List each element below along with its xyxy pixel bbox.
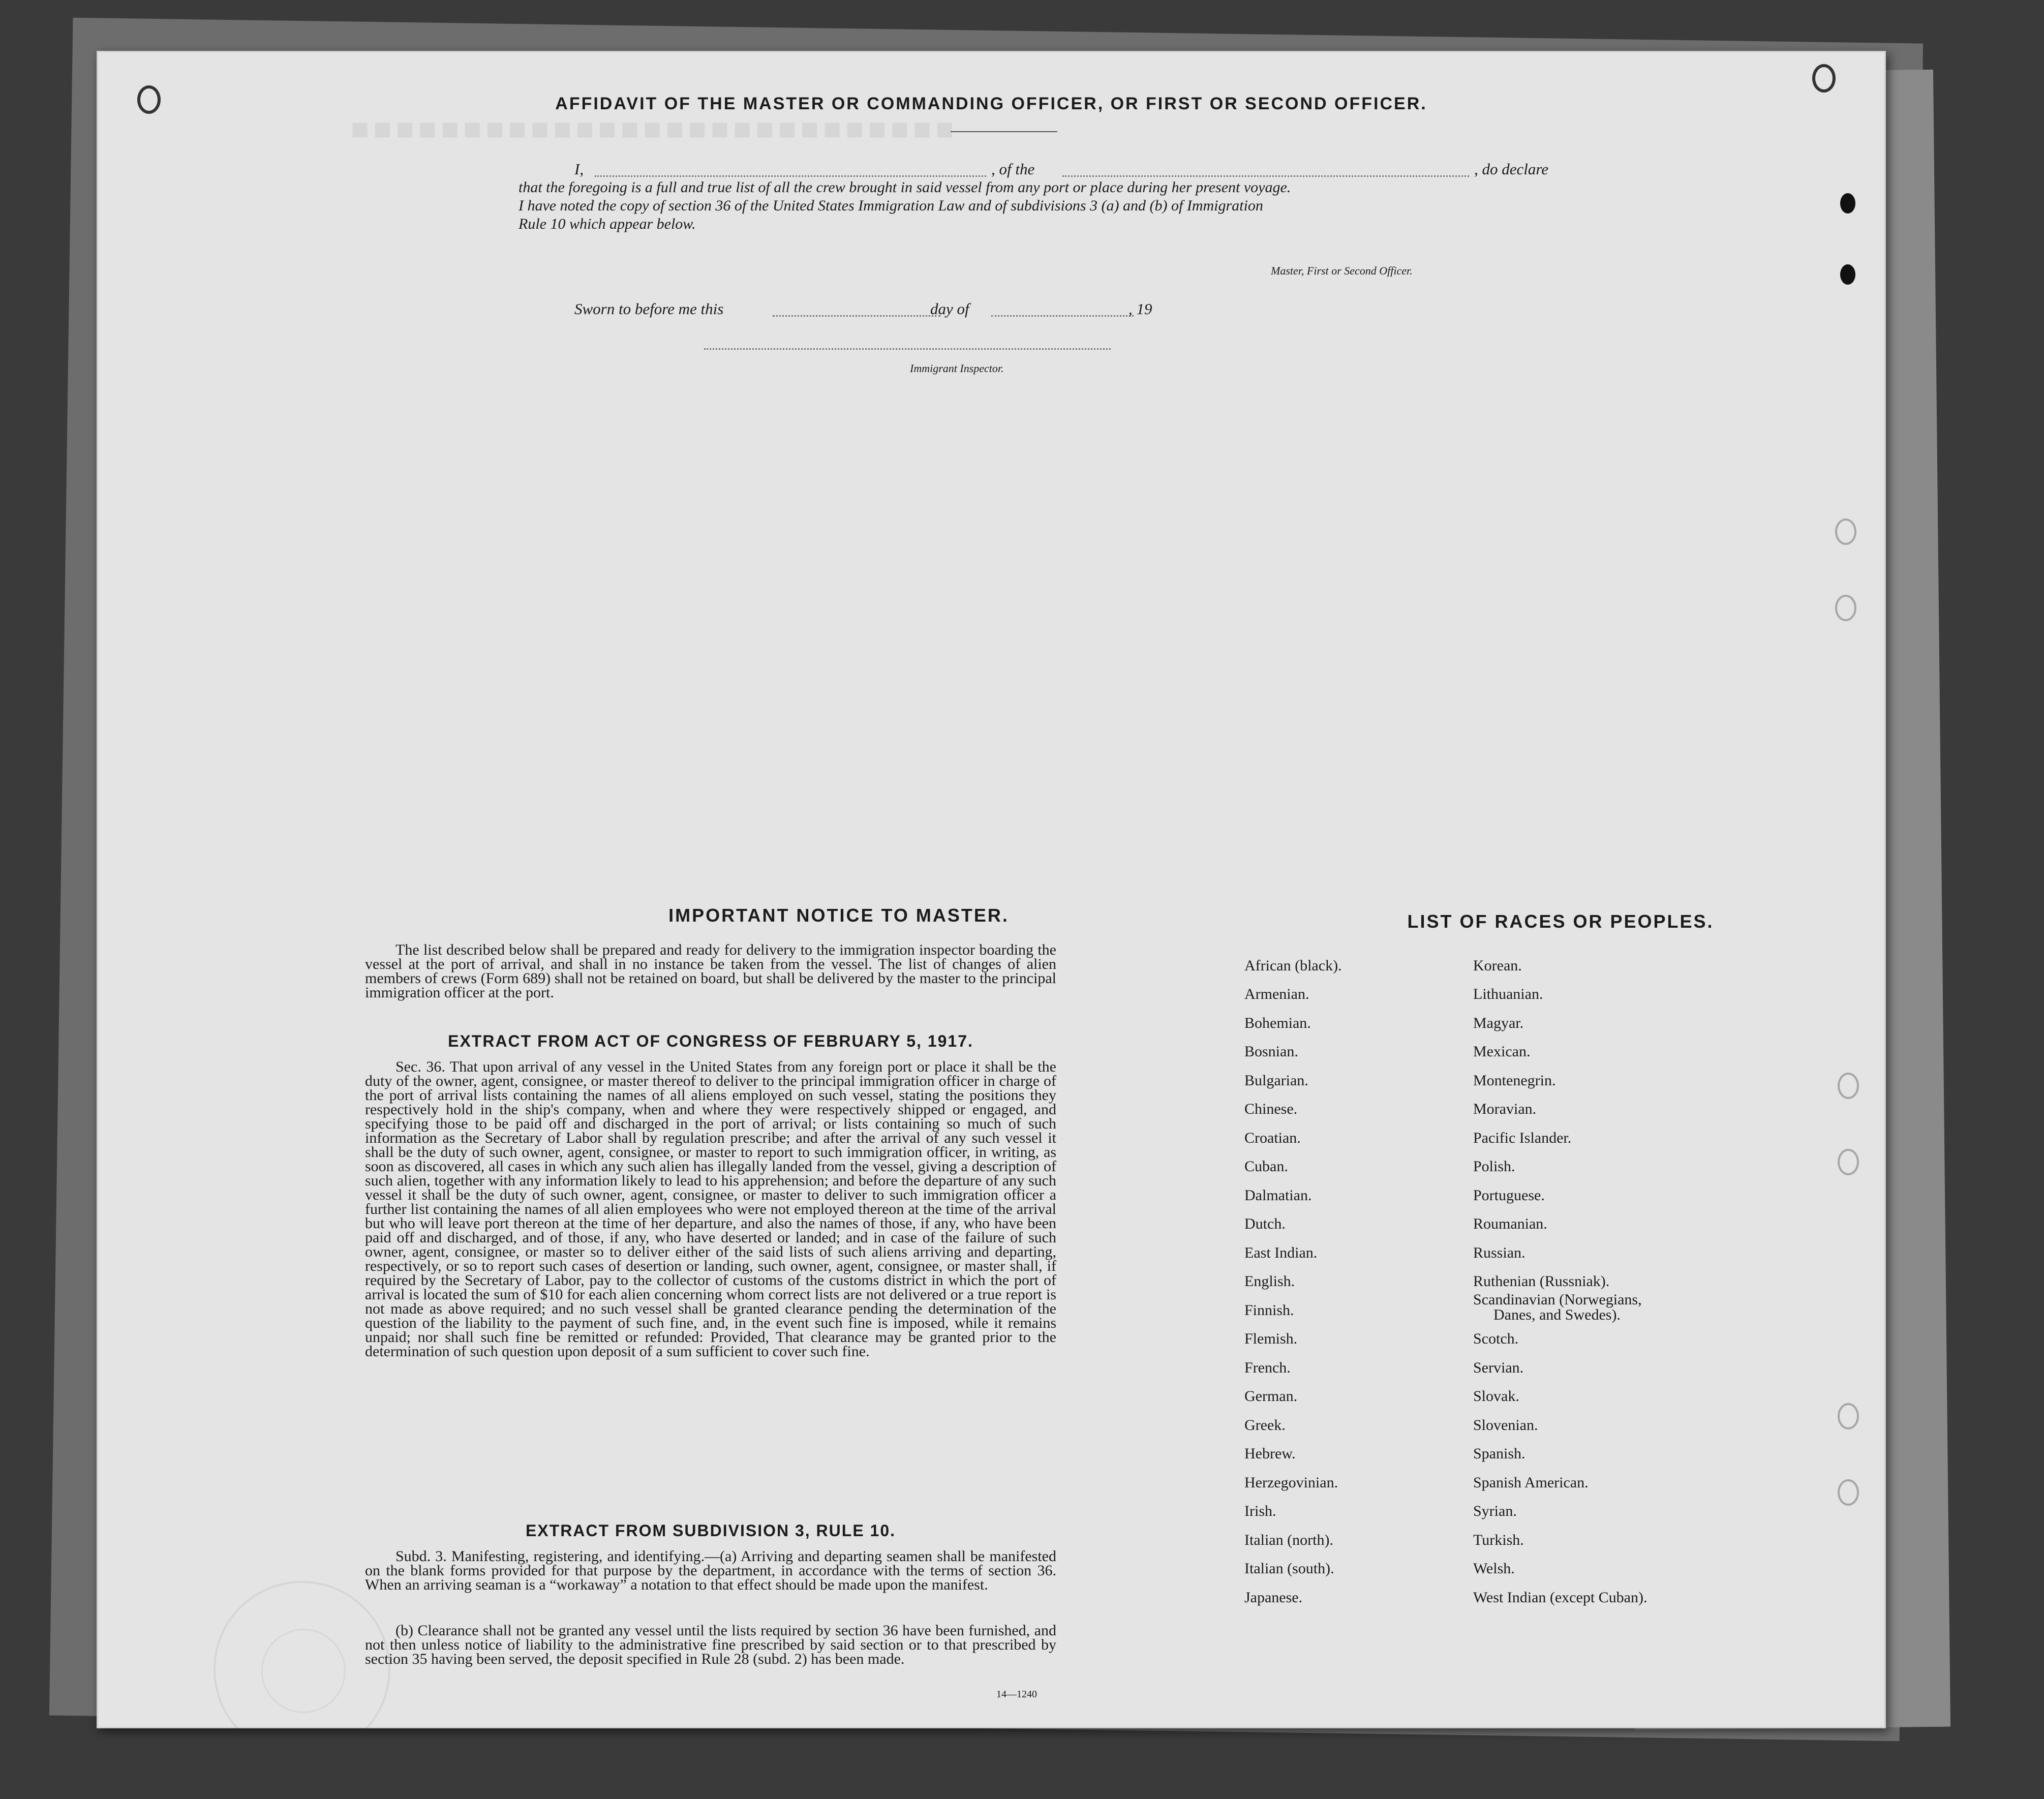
race-item: Greek. bbox=[1244, 1417, 1286, 1434]
master-signature-caption: Master, First or Second Officer. bbox=[1271, 264, 1413, 277]
name-blank bbox=[595, 175, 986, 177]
month-blank bbox=[991, 315, 1134, 317]
race-item: Finnish. bbox=[1244, 1302, 1294, 1319]
race-item: Polish. bbox=[1473, 1158, 1515, 1175]
punch-hole-icon bbox=[1840, 193, 1855, 214]
race-item: Roumanian. bbox=[1473, 1215, 1547, 1232]
race-item: French. bbox=[1244, 1359, 1291, 1376]
punch-hole-icon bbox=[1838, 1073, 1859, 1099]
race-item: West Indian (except Cuban). bbox=[1473, 1589, 1648, 1606]
race-item: Slovak. bbox=[1473, 1388, 1519, 1405]
race-item: Portuguese. bbox=[1473, 1187, 1545, 1204]
race-item: Syrian. bbox=[1473, 1503, 1517, 1519]
race-item: Russian. bbox=[1473, 1244, 1526, 1261]
sworn-day-blank bbox=[773, 315, 940, 317]
race-item: Slovenian. bbox=[1473, 1417, 1538, 1434]
document-page bbox=[97, 51, 1886, 1728]
race-item: Irish. bbox=[1244, 1503, 1276, 1519]
race-item: Montenegrin. bbox=[1473, 1072, 1556, 1089]
race-item: Scotch. bbox=[1473, 1330, 1519, 1347]
race-item: Chinese. bbox=[1244, 1101, 1298, 1117]
form-code: 14—1240 bbox=[996, 1689, 1037, 1700]
race-item: Flemish. bbox=[1244, 1330, 1298, 1347]
inspector-signature-blank bbox=[704, 348, 1111, 350]
punch-hole-icon bbox=[1838, 1403, 1859, 1429]
race-item: Korean. bbox=[1473, 957, 1522, 974]
race-item: Lithuanian. bbox=[1473, 986, 1543, 1002]
inspector-caption: Immigrant Inspector. bbox=[910, 362, 1004, 375]
race-item: Spanish. bbox=[1473, 1445, 1526, 1462]
races-title: LIST OF RACES OR PEOPLES. bbox=[1407, 911, 1714, 932]
vessel-blank bbox=[1062, 175, 1469, 177]
race-item: Italian (south). bbox=[1244, 1560, 1334, 1577]
day-of-label: day of bbox=[930, 300, 969, 318]
sworn-label: Sworn to before me this bbox=[574, 300, 724, 318]
race-item: German. bbox=[1244, 1388, 1298, 1405]
race-item: Pacific Islander. bbox=[1473, 1130, 1572, 1146]
punch-hole-icon bbox=[1812, 64, 1836, 93]
race-item: Cuban. bbox=[1244, 1158, 1288, 1175]
race-item: English. bbox=[1244, 1273, 1295, 1290]
race-item: Welsh. bbox=[1473, 1560, 1515, 1577]
notice-title: IMPORTANT NOTICE TO MASTER. bbox=[668, 905, 1009, 926]
punch-hole-icon bbox=[1840, 264, 1855, 285]
race-item-continuation: Danes, and Swedes). bbox=[1493, 1306, 1621, 1323]
race-item: Mexican. bbox=[1473, 1043, 1531, 1060]
bleed-through-text: ■■■■■■■■■■■■■■■■■■■■■■■■■■■ bbox=[351, 112, 958, 146]
punch-hole-icon bbox=[1835, 595, 1856, 621]
race-item: East Indian. bbox=[1244, 1244, 1318, 1261]
race-item: Armenian. bbox=[1244, 986, 1309, 1002]
punch-hole-icon bbox=[1835, 519, 1856, 545]
race-item: Ruthenian (Russniak). bbox=[1473, 1273, 1610, 1290]
affidavit-line-4: Rule 10 which appear below. bbox=[518, 216, 696, 232]
rule-title: EXTRACT FROM SUBDIVISION 3, RULE 10. bbox=[525, 1521, 896, 1540]
race-item: Bosnian. bbox=[1244, 1043, 1298, 1060]
race-item: Magyar. bbox=[1473, 1015, 1524, 1031]
notice-body: The list described below shall be prepared and ready for delivery to the immigration inspector boarding the vessel at the port of arrival, and shall in no instance be taken from the vessel. The list of changes of alien members of crews (Form 689) shall not be retained on board, but shall be delivered by the master to the principal immigration officer at the port. bbox=[365, 941, 1056, 1001]
rule-paragraph-b: (b) Clearance shall not be granted any vessel until the lists required by section 36 have been furnished, and not then unless notice of liability to the administrative fine prescribed by said section or to that prescribed by section 35 having been served, the deposit specified in Rule 28 (subd. 2) has been made. bbox=[365, 1622, 1056, 1667]
punch-hole-icon bbox=[1838, 1479, 1859, 1506]
race-item: Scandinavian (Norwegians, bbox=[1473, 1291, 1642, 1308]
title-rule bbox=[951, 131, 1057, 132]
race-item: Dutch. bbox=[1244, 1215, 1286, 1232]
act-body: Sec. 36. That upon arrival of any vessel in the United States from any foreign port or place it shall be the duty of the owner, agent, consignee, or master thereof to deliver to the principal immigration officer in charge of the port of arrival lists containing the names of all aliens employed on such vessel, stating the positions they respectively hold in the ship's company, when and where they were respectively shipped or engaged, and specifying those to be paid off and discharged in the port of arrival; or lists containing so much of such information as the Secretary of Labor shall by regulation prescribe; and after the arrival of any such vessel it shall be the duty of such owner, agent, consignee, or master to report to such immigration officer, in writing, as soon as discovered, all cases in which any such alien has illegally landed from the vessel, giving a description of such alien, together with any information likely to lead to his apprehension; and before the departure of any such vessel it shall be the duty of such owner, agent, consignee, or master to deliver to such immigration officer a further list containing the names of all alien employees who were not employed thereon at the time of the arrival but who will leave port thereon at the time of her departure, and also the names of those, if any, who have been paid off and discharged, and of those, if any, who have deserted or landed; and in case of the failure of such owner, agent, consignee, or master so to deliver either of the said lists of such aliens arriving and departing, respectively, or so to report such cases of desertion or landing, such owner, agent, consignee, or master shall, if required by the Secretary of Labor, pay to the collector of customs of the customs district in which the port of arrival is located the sum of $10 for each alien concerning whom correct lists are not delivered or a true report is not made as above required; and no such vessel shall be granted clearance pending the determination of the question of the liability to the payment of such fine, and, in the event such fine is imposed, while it remains unpaid; nor shall such fine be remitted or refunded: Provided, That clearance may be granted prior to the determination of such question upon deposit of a sum sufficient to cover such fine. bbox=[365, 1058, 1056, 1360]
race-item: Herzegovinian. bbox=[1244, 1474, 1338, 1491]
race-item: Hebrew. bbox=[1244, 1445, 1296, 1462]
race-item: Bulgarian. bbox=[1244, 1072, 1308, 1089]
affidavit-i-label: I, bbox=[574, 160, 584, 178]
affidavit-of-the-label: , of the bbox=[991, 160, 1035, 178]
rule-paragraph-a: Subd. 3. Manifesting, registering, and identifying.—(a) Arriving and departing seamen shall be manifested on the blank forms provided for that purpose by the department, in accordance with the terms of section 36. When an arriving seaman is a “workaway” a notation to that effect should be made upon the manifest. bbox=[365, 1548, 1056, 1593]
race-item: African (black). bbox=[1244, 957, 1342, 974]
punch-hole-icon bbox=[1838, 1149, 1859, 1175]
affidavit-line-3: I have noted the copy of section 36 of the United States Immigration Law and of subdivisions 3 (a) and (b) of Immigration bbox=[518, 197, 1263, 214]
faint-seal-stamp bbox=[213, 1581, 390, 1728]
race-item: Servian. bbox=[1473, 1359, 1524, 1376]
race-item: Dalmatian. bbox=[1244, 1187, 1312, 1204]
race-item: Italian (north). bbox=[1244, 1532, 1333, 1548]
race-item: Turkish. bbox=[1473, 1532, 1524, 1548]
race-item: Japanese. bbox=[1244, 1589, 1303, 1606]
race-item: Bohemian. bbox=[1244, 1015, 1311, 1031]
year-label: , 19 bbox=[1128, 300, 1152, 318]
race-item: Spanish American. bbox=[1473, 1474, 1589, 1491]
race-item: Moravian. bbox=[1473, 1101, 1537, 1117]
affidavit-line-2: that the foregoing is a full and true list of all the crew brought in said vessel from any port or place during her present voyage. bbox=[518, 179, 1291, 196]
affidavit-title: AFFIDAVIT OF THE MASTER OR COMMANDING OFFICER, OR FIRST OR SECOND OFFICER. bbox=[555, 94, 1427, 113]
act-title: EXTRACT FROM ACT OF CONGRESS OF FEBRUARY 5, 1917. bbox=[448, 1032, 973, 1050]
affidavit-do-declare: , do declare bbox=[1474, 160, 1549, 178]
race-item: Croatian. bbox=[1244, 1130, 1301, 1146]
